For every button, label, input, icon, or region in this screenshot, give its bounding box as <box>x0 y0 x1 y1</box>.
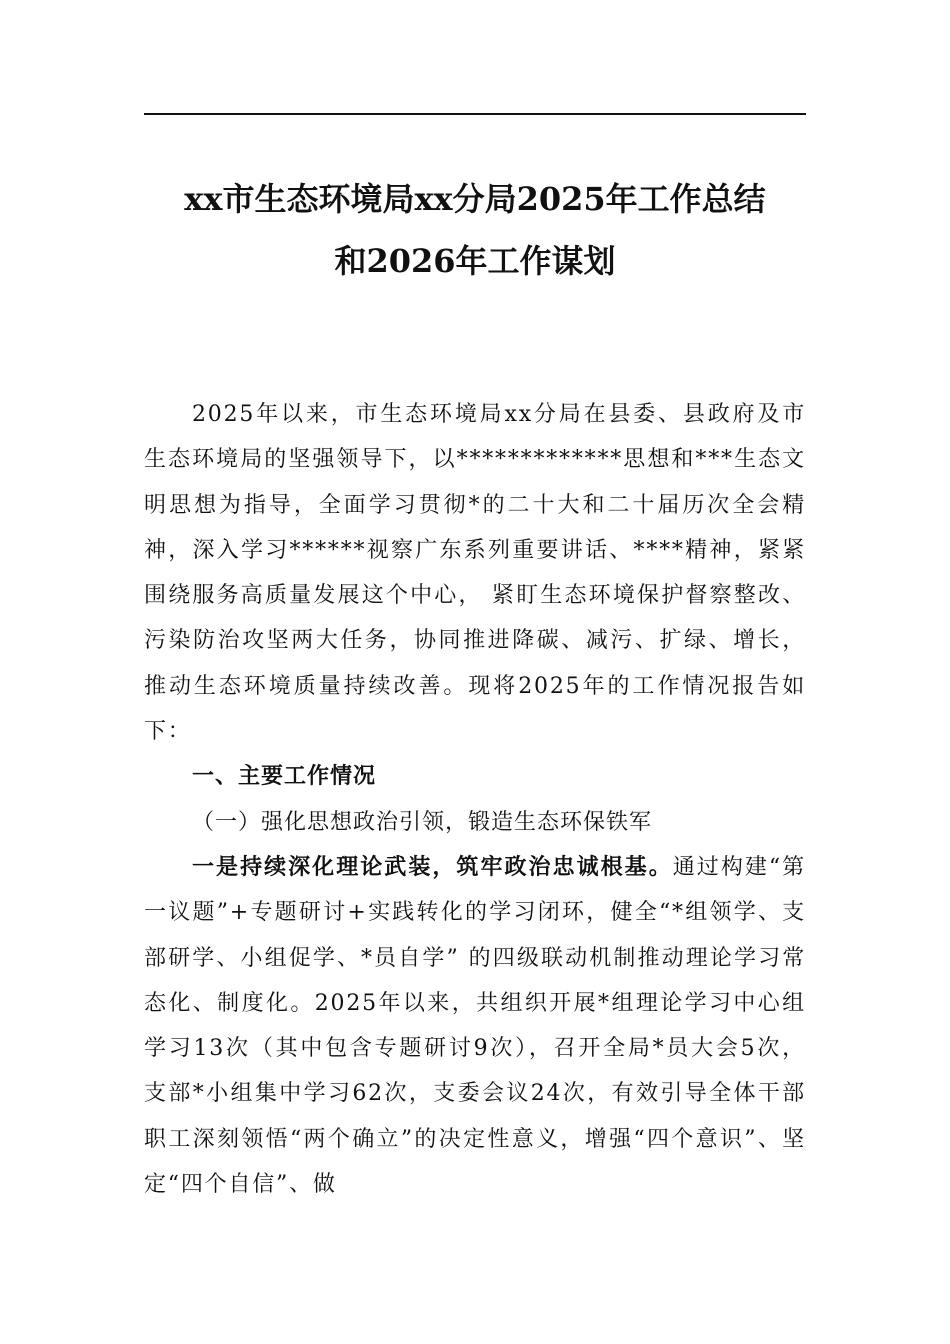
title-line-1: xx市生态环境局xx分局2025年工作总结 <box>184 180 766 218</box>
point-lead-text: 一是持续深化理论武装，筑牢政治忠诚根基。 <box>192 853 673 880</box>
point-paragraph-theory-study <box>144 845 806 1207</box>
document-body <box>144 392 806 1207</box>
title-line-2: 和2026年工作谋划 <box>334 242 616 280</box>
subsection-heading-political-guidance: （一）强化思想政治引领，锻造生态环保铁军 <box>192 809 653 835</box>
intro-paragraph: 2025年以来，市生态环境局xx分局在县委、县政府及市生态环境局的坚强领导下，以*************思想和***生态文明思想为指导，全面学习贯彻*的二十大和二十届历次全会精神，深入学习******视察广东系列重要讲话、****精神，紧紧围绕服务高质量发展这个中心， 紧盯生态环境保护督察整改、污染防治攻坚两大任务，协同推进降碳、减污、扩绿、增长，推动生态环境质量持续改善。现将2025年的工作情况报告如下： <box>144 402 806 745</box>
point-body-text: 通过构建“第一议题”+专题研讨+实践转化的学习闭环，健全“*组领学、支部研学、小组促学、*员自学” 的四级联动机制推动理论学习常态化、制度化。2025年以来，共组织开展*组理论学习中心组学习13次（其中包含专题研讨9次），召开全局*员大会5次， 支部*小组集中学习62次，支委会议24次，有效引导全体干部职工深刻领悟“两个确立”的决定性意义，增强“四个意识”、坚定“四个自信”、做 <box>144 854 806 1198</box>
document-title <box>144 168 806 292</box>
section-heading-main-work: 一、主要工作情况 <box>192 764 377 790</box>
header-rule <box>144 113 806 115</box>
